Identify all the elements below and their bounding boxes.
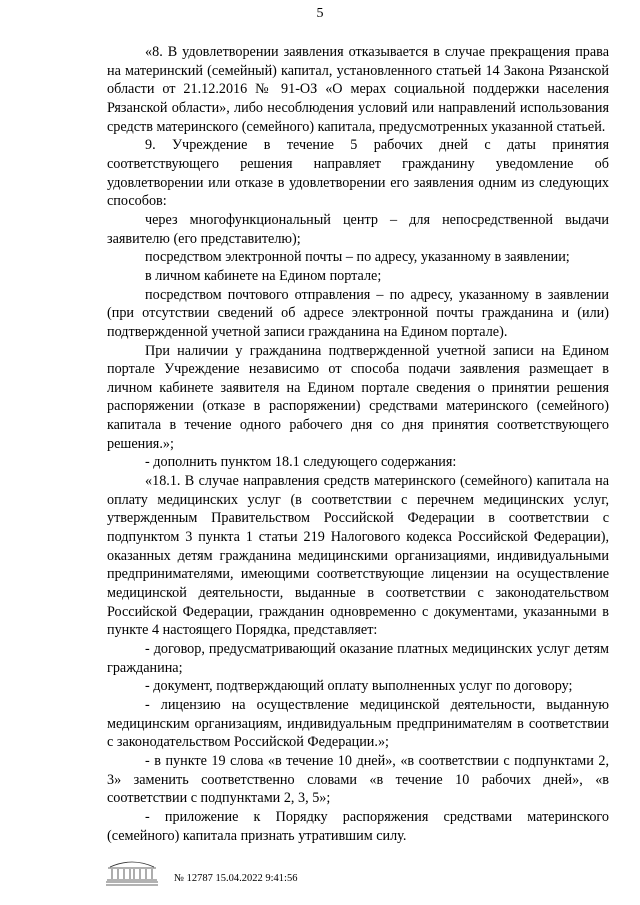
- paragraph-add-clause: - дополнить пунктом 18.1 следующего содержания:: [145, 454, 457, 471]
- list-item-contract: - договор, предусматривающий оказание платных медицинских услуг детям гражданина;: [107, 641, 609, 676]
- paragraph-refusal-cases: «8. В удовлетворении заявления отказывается в случае прекращения права на материнский (семейный) капитал, установленного статьей 14 Закона Рязанской области от 21.12.2016 № 91-ОЗ «О мерах социальной поддержки населения Рязанской области», либо несоблюдения условий или направлений использования средств материнского (семейного) капитала, предусмотренных указанной статьей.: [107, 44, 609, 135]
- list-item-post: посредством почтового отправления – по адресу, указанному в заявлении (при отсутствии сведений об адресе электронной почты гражданина и (или) подтвержденной учетной записи гражданина на Едином портале).: [107, 286, 609, 340]
- page-number: 5: [316, 6, 324, 21]
- document-registration-id: № 12787 15.04.2022 9:41:56: [174, 873, 298, 884]
- list-item-mfc: через многофункциональный центр – для непосредственной выдачи заявителю (его представителю);: [107, 211, 609, 247]
- list-item-payment-document: - документ, подтверждающий оплату выполненных услуг по договору;: [145, 678, 573, 695]
- paragraph-clause-18-1: «18.1. В случае направления средств материнского (семейного) капитала на оплату медицинских услуг (в соответствии с перечнем медицинских услуг, утвержденным Правительством Российской Федерации в соответствии с подпунктом 3 пункта 1 статьи 219 Налогового кодекса Российской Федерации), оказанных детям гражданина медицинскими организациями, индивидуальными предпринимателями, имеющими соответствующие лицензии на осуществление медицинской деятельности, выданные в соответствии с законодательством Российской Федерации, гражданин одновременно с документами, указанными в пункте 4 настоящего Порядка, представляет:: [107, 473, 609, 639]
- list-item-email: посредством электронной почты – по адресу, указанному в заявлении;: [145, 249, 570, 266]
- document-body: [107, 43, 609, 845]
- paragraph-notification: 9. Учреждение в течение 5 рабочих дней с даты принятия соответствующего решения направляет гражданину уведомление об удовлетворении или отказе в удовлетворении его заявления одним из следующих способов:: [107, 137, 609, 210]
- list-item-license: - лицензию на осуществление медицинской деятельности, выданную медицинским организациям, индивидуальным предпринимателям в соответствии с законодательством Российской Федерации.»;: [107, 696, 609, 751]
- paragraph-portal-account: При наличии у гражданина подтвержденной учетной записи на Едином портале Учреждение независимо от способа подачи заявления размещает в личном кабинете заявителя на Едином портале сведения о принятии решения распоряжении (отказе в распоряжении) средствами материнского (семейного) капитала в течение одного рабочего дня со дня принятия соответствующего решения.»;: [107, 342, 609, 452]
- paragraph-annex-void: - приложение к Порядку распоряжения средствами материнского (семейного) капитала признать утратившим силу.: [107, 808, 609, 844]
- document-footer: [104, 857, 344, 893]
- list-item-personal-cabinet: в личном кабинете на Едином портале;: [145, 267, 382, 284]
- government-building-seal-icon: [104, 857, 160, 887]
- paragraph-clause-19: - в пункте 19 слова «в течение 10 дней», «в соответствии с подпунктами 2, 3» заменить соответственно словами «в течение 10 рабочих дней», «в соответствии с подпунктами 2, 3, 5»;: [107, 752, 609, 807]
